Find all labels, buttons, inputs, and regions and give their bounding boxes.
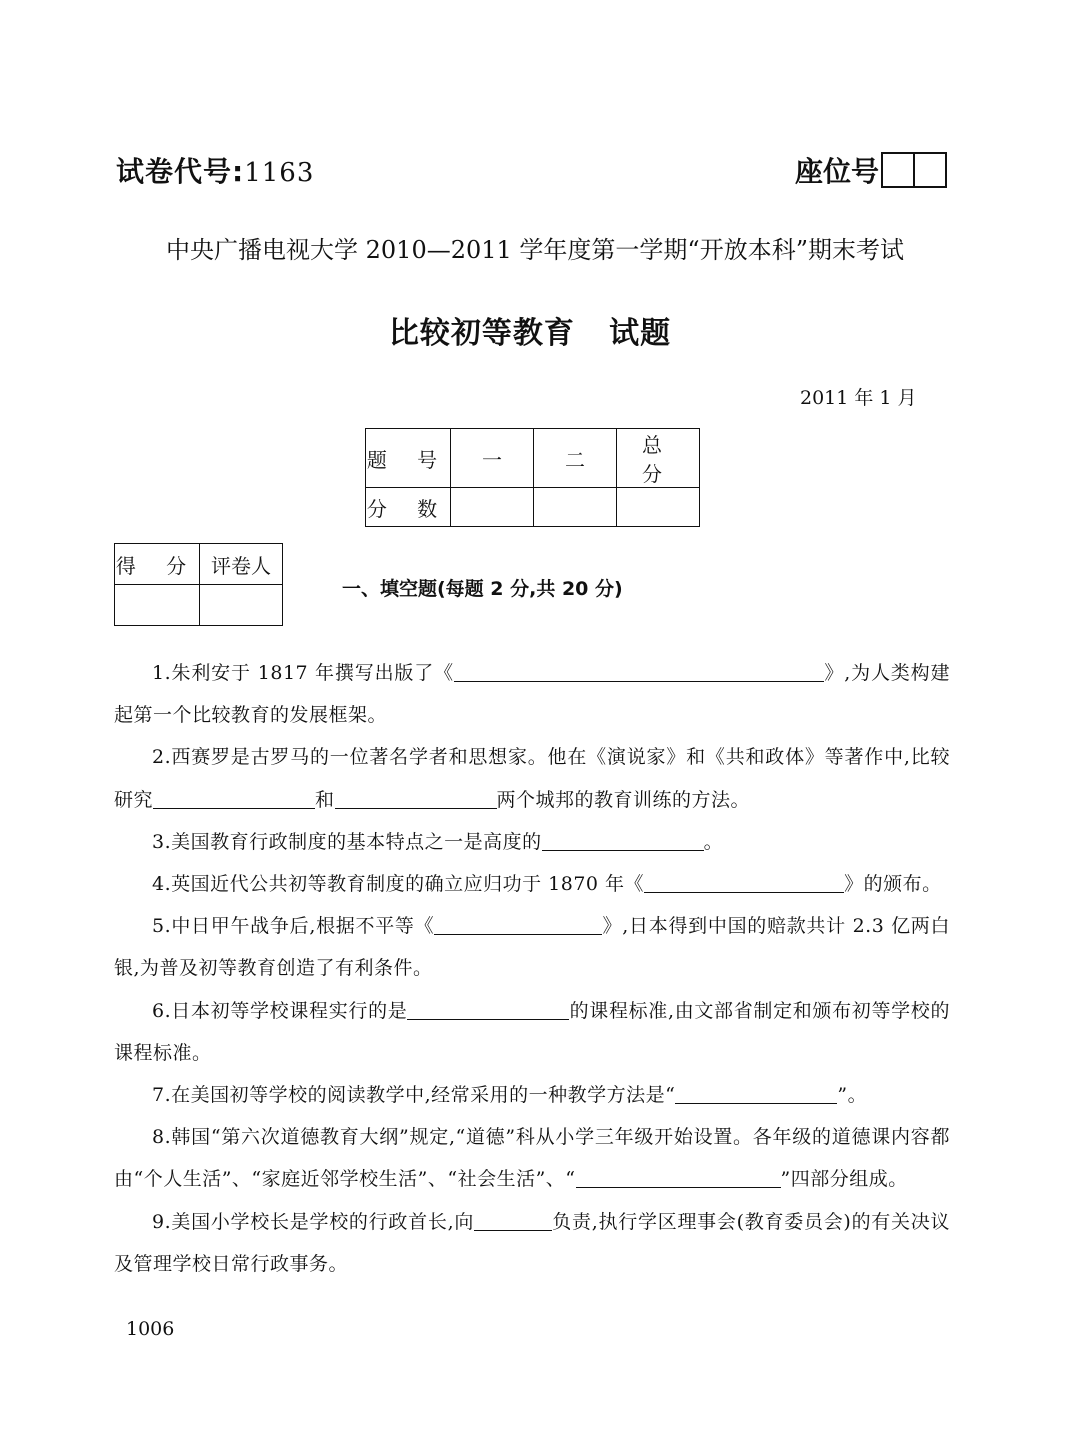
answer-blank[interactable] [675, 1081, 837, 1104]
score-table-header-cell: 二 [534, 429, 617, 488]
grader-box [114, 543, 283, 626]
question-text: 和 [315, 788, 335, 811]
question-text: 5.中日甲午战争后,根据不平等《 [152, 915, 435, 938]
paper-code-number: 1163 [244, 158, 315, 188]
question-item [114, 1116, 950, 1200]
question-text: 两个城邦的教育训练的方法。 [496, 788, 751, 811]
answer-blank[interactable] [335, 786, 497, 809]
question-text: 3.美国教育行政制度的基本特点之一是高度的 [152, 830, 542, 853]
score-cell[interactable] [534, 488, 617, 527]
question-text: 9.美国小学校长是学校的行政首长,向 [152, 1210, 475, 1233]
paper-code [116, 150, 314, 190]
seat-box[interactable] [913, 154, 945, 186]
grader-box-entry-row [115, 585, 283, 626]
question-item [114, 990, 950, 1074]
question-text: 》,日本得到中国的赔款共计 2.3 亿两白银,为普及初等教育创造了有利条件。 [114, 915, 950, 980]
seat-box[interactable] [883, 154, 913, 186]
question-text: ”四部分组成。 [780, 1168, 908, 1191]
question-text: 负责,执行学区理事会(教育委员会)的有关决议及管理学校日常行政事务。 [114, 1210, 950, 1275]
question-text: ”。 [837, 1084, 868, 1107]
score-table-header-cell: 总 分 [617, 429, 700, 488]
question-text: 1.朱利安于 1817 年撰写出版了《 [152, 662, 454, 684]
question-text: 6.日本初等学校课程实行的是 [152, 999, 408, 1022]
question-item [114, 652, 950, 736]
answer-blank[interactable] [474, 1208, 552, 1231]
page-number: 1006 [126, 1318, 175, 1340]
question-item [114, 863, 950, 905]
exam-title: 中央广播电视大学 2010—2011 学年度第一学期“开放本科”期末考试 [166, 236, 904, 264]
score-cell[interactable] [617, 488, 700, 527]
question-text: 。 [703, 830, 724, 853]
subject-title: 比较初等教育 试题 [388, 316, 672, 351]
question-text: 》的颁布。 [844, 873, 942, 896]
score-table [365, 428, 700, 527]
question-text: 4.英国近代公共初等教育制度的确立应归功于 1870 年《 [152, 873, 645, 896]
grader-score-cell[interactable] [115, 585, 200, 626]
answer-blank[interactable] [434, 912, 602, 935]
grader-score-label: 得 分 [115, 544, 200, 585]
seat-number-boxes[interactable] [881, 152, 947, 188]
answer-blank[interactable] [542, 828, 704, 851]
question-list [114, 652, 950, 1285]
question-text: 7.在美国初等学校的阅读教学中,经常采用的一种教学方法是“ [152, 1084, 676, 1107]
paper-code-label: 试卷代号: [116, 155, 245, 188]
score-cell[interactable] [451, 488, 534, 527]
answer-blank[interactable] [454, 659, 824, 682]
score-table-row-label: 分 数 [366, 488, 451, 527]
section-title: 一、填空题(每题 2 分,共 20 分) [342, 578, 623, 600]
question-item [114, 905, 950, 989]
score-table-header-row [366, 429, 700, 488]
exam-date: 2011 年 1 月 [800, 387, 917, 409]
grader-name-label: 评卷人 [200, 544, 283, 585]
seat-label: 座位号 [795, 155, 880, 188]
answer-blank[interactable] [153, 786, 315, 809]
question-item [114, 1201, 950, 1285]
answer-blank[interactable] [407, 997, 569, 1020]
answer-blank[interactable] [644, 870, 844, 893]
grader-name-cell[interactable] [200, 585, 283, 626]
answer-blank[interactable] [576, 1165, 781, 1188]
score-table-header-cell: 题 号 [366, 429, 451, 488]
score-table-score-row [366, 488, 700, 527]
score-table-header-cell: 一 [451, 429, 534, 488]
question-text: 2.西赛罗是古罗马的一位著名学者和思想家。他在《演说家》和《共和政体》等著作中,比较研究 [114, 746, 950, 811]
grader-box-header-row [115, 544, 283, 585]
question-item [114, 1074, 950, 1116]
seat-number [795, 150, 947, 190]
question-text: 》,为人类构建起第一个比较教育的发展框架。 [114, 662, 951, 727]
question-text: 8.韩国“第六次道德教育大纲”规定,“道德”科从小学三年级开始设置。各年级的道德课内容都由“个人生活”、“家庭近邻学校生活”、“社会生活”、“ [114, 1126, 950, 1191]
question-text: 的课程标准,由文部省制定和颁布初等学校的课程标准。 [114, 999, 950, 1064]
question-item [114, 736, 950, 820]
question-item [114, 821, 950, 863]
